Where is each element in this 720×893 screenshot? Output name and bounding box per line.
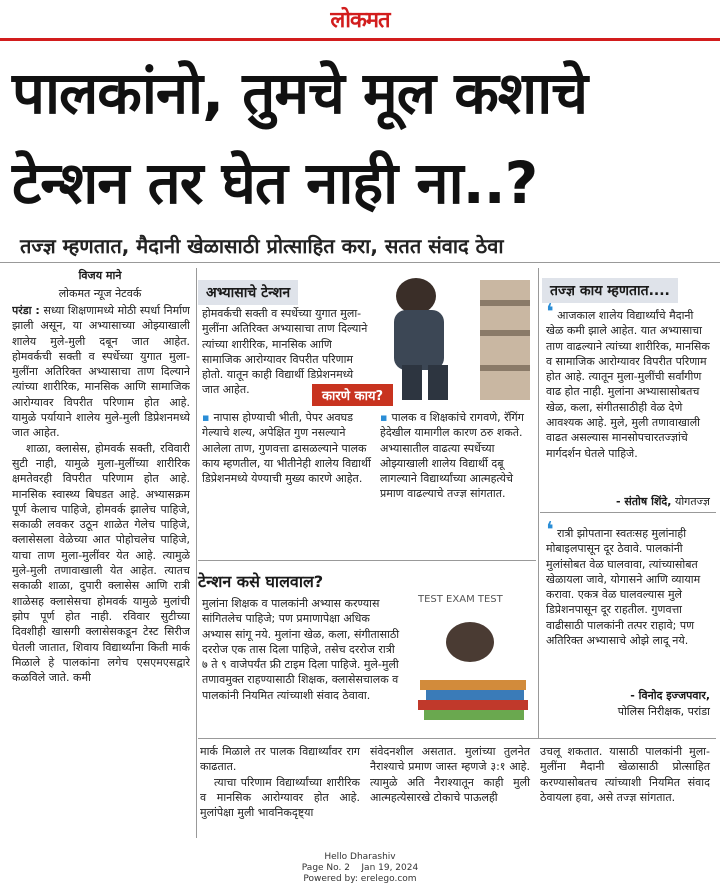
box-manage-text: मुलांना शिक्षक व पालकांनी अभ्यास करण्यास सांगितलेच पाहिजे; पण प्रमाणापेक्षा अधिक अभ्यास सांगू नये. मुलांना खेळ, कला, संगीतासाठी दररोज एक तास दिला पाहिजे, तसेच दररोज रात्री ७ ते ९ वाजेपर्यंत फ्री टाइम दिला पाहिजे. मुले-मुली तणावमुक्त राहण्यासाठी शिक्षक, क्लासेसचालक व पालकांनी नियमित त्यांच्याशी संवाद ठेवावा. — [202, 597, 400, 702]
article-bottom-column-1: मार्क मिळाले तर पालक विद्यार्थ्यांवर राग काढतात. त्याचा परिणाम विद्यार्थ्यांच्या शारीरिक व मानसिक आरोग्यावर होत आहे. मुलांपेक्षा मुली भावनिकदृष्ट्या — [200, 745, 360, 820]
article-paragraph-1: सध्या शिक्षणामध्ये मोठी स्पर्धा निर्माण झाली असून, या अभ्यासाच्या ओझ्याखाली शालेय मुले-मुली दबून जात आहेत. होमवर्कची सक्ती व स्पर्धेच्या युगात मुला-मुलींना अतिरिक्त अभ्यासाचा ताण दिल्याने त्यांच्या शारीरिक, मानसिक आणि सामाजिक आरोग्यावर विपरीत परिणाम होत आहे. यामुळे पर्यायाने शालेय मुले-मुली डिप्रेशनमध्ये जात आहेत. — [12, 304, 190, 440]
quote-mark-icon: ❛ — [546, 300, 554, 325]
expert-attribution-2-name: - विनोद इज्जपवार, — [630, 689, 710, 702]
masthead-divider — [0, 38, 720, 41]
divider — [540, 512, 716, 513]
expert-quote-1: ❛ आजकाल शालेय विद्यार्थ्यांचे मैदानी खेळ कमी झाले आहेत. यात अभ्यासाचा ताण वाढल्याने त्यांच्या शारीरिक, मानसिक व सामाजिक आरोग्यावर विपरीत परिणाम होत आहे. त्यातून मुला-मुलींची सर्वांगीण वाढ होत नाही. मुलांना अभ्यासासोबतच खेळ, कला, संगीतसाठीही वेळ देणे आवश्यक आहे. मुले, मुली तणावाखाली वाढत असल्यास मानसोपचारतज्ज्ञांचे मार्गदर्शन घेतले पाहिजे. — [546, 300, 710, 460]
lokmat-logo: लोकमत — [330, 8, 390, 33]
box-manage-title: टेन्शन कसे घालवाल? — [198, 572, 324, 591]
footer-publication: Hello Dharashiv — [324, 852, 396, 862]
box-reasons-right: ▪ पालक व शिक्षकांचे रागवणे, रॅगिंग हेदेखील यामागील कारण ठरु शकते. अभ्यासातील वाढत्या स्पर्धेच्या ओझ्याखाली शालेय विद्यार्थी दबू लागल्याने विद्यार्थ्यांच्या आत्महत्येचे प्रमाण वाढल्याचे तज्ज्ञ सांगतात. — [380, 410, 530, 502]
byline-agency: लोकमत न्यूज नेटवर्क — [58, 287, 142, 300]
headline-line-2: टेन्शन तर घेत नाही ना..? — [12, 149, 538, 217]
exam-books-illustration — [410, 580, 536, 730]
footer-page-date: Page No. 2 Jan 19, 2024 — [301, 863, 419, 873]
headline-line-1: पालकांनो, तुमचे मूल कशाचे — [12, 59, 588, 127]
expert-quote-2: ❛ रात्री झोपताना स्वतःसह मुलांनाही मोबाइलपासून दूर ठेवावे. पालकांनी मुलांसोबत वेळ घालवावा, त्यांच्यासोबत खेळायला जावे, योगासने आणि व्यायाम करावा. एकत्र वेळ घालवल्यास मुले डिप्रेशनपासून दूर राहतील. गुणवत्ता वाढीसाठी पालकांनी तत्पर राहावे; पण अतिरिक्त अभ्यासाचे ओझे लादू नये. — [546, 518, 701, 648]
column-divider — [196, 268, 197, 838]
expert-attribution-2-role: पोलिस निरीक्षक, परांडा — [617, 705, 710, 718]
divider — [198, 560, 536, 561]
experts-title-wrap — [542, 278, 712, 303]
box-reasons-title: कारणे काय? — [312, 384, 393, 406]
column-divider — [538, 268, 539, 738]
box-stress-title-wrap — [198, 280, 356, 305]
subheadline: तज्ज्ञ म्हणतात, मैदानी खेळासाठी प्रोत्साहित करा, सतत संवाद ठेवा — [20, 234, 504, 258]
box-stress-text: होमवर्कची सक्ती व स्पर्धेच्या युगात मुला-मुलींना अतिरिक्त अभ्यासाचा ताण दिल्याने त्यांच्या शारीरिक, मानसिक आणि सामाजिक आरोग्यावर विपरीत परिणाम होतो. यातून काही विद्यार्थी डिप्रेशनमध्ये जात आहेत. — [202, 307, 368, 397]
box-stress-title: अभ्यासाचे टेन्शन — [198, 280, 298, 305]
box-reasons-left: ▪ नापास होण्याची भीती, पेपर अवघड गेल्याचे शल्य, अपेक्षित गुण नसल्याने आलेला ताण, गुणवत्ता ढासळल्याने पालक काय म्हणतील, या भीतीनेही शालेय विद्यार्थी डिप्रेशनमध्ये येण्याची मुख्य कारणे आहेत. — [202, 410, 372, 486]
footer — [0, 852, 720, 885]
footer-powered-by: Powered by: erelego.com — [303, 874, 417, 884]
quote-mark-icon: ❛ — [546, 518, 554, 543]
experts-title: तज्ज्ञ काय म्हणतात.... — [542, 278, 678, 303]
article-bottom-column-3: उचलू शकतात. यासाठी पालकांनी मुला-मुलींना मैदानी खेळासाठी प्रोत्साहित करण्यासोबतच त्यांच्याशी नियमित संवाद ठेवायला हवा, असे तज्ज्ञ सांगतात. — [540, 745, 710, 804]
article-bottom-column-2: संवेदनशील असतात. मुलांच्या तुलनेत नैराश्याचे प्रमाण जास्त म्हणजे ३:१ आहे. त्यामुळे अति नैराश्यातून काही मुली आत्महत्येसारखे टोकाचे पाऊलही — [370, 745, 530, 804]
byline-author: विजय माने — [78, 269, 122, 282]
stressed-student-illustration — [372, 270, 532, 400]
article-paragraph-2: शाळा, क्लासेस, होमवर्क सक्ती, रविवारी सुटी नाही, यामुळे मुला-मुलींच्या शारीरिक क्षमतेवरही विपरीत परिणाम होत आहे. मानसिक स्वास्थ्य बिघडत आहे. अभ्यासक्रम पूर्ण केलाच पाहिजे, होमवर्क झालेच पाहिजे, सकाळी लवकर उठून शाळेत गेलेच पाहिजे, क्लासेसला वेळेच्या आत पोहोचलेच पाहिजे, याचा ताण मुला-मुलींवर येत आहे. त्यामुळे मुले-मुली तणावाखाली येत आहेत. त्यातच सकाळी शाळा, दुपारी क्लासेस आणि रात्री शाळेसह क्लासेसचा होमवर्क यामुळे मुलांची झोप पूर्ण होत नाही. रविवार सुटीच्या दिवशीही खासगी क्लासेसकडून टेस्ट सिरीज घेतली जातात, शिवाय विद्यार्थ्यांना किती मार्क मिळाले हे पालकांना लगेच एसएमएसद्वारे कळविले जाते. कमी — [12, 441, 190, 685]
divider — [198, 738, 716, 739]
divider — [0, 262, 720, 263]
article-left-column — [12, 303, 190, 741]
exam-illustration-text: TEST EXAM TEST — [418, 594, 503, 605]
expert-attribution-1: - संतोष शिंदे, योगतज्ज्ञ — [615, 495, 710, 508]
dateline: परंडा : — [12, 304, 40, 317]
